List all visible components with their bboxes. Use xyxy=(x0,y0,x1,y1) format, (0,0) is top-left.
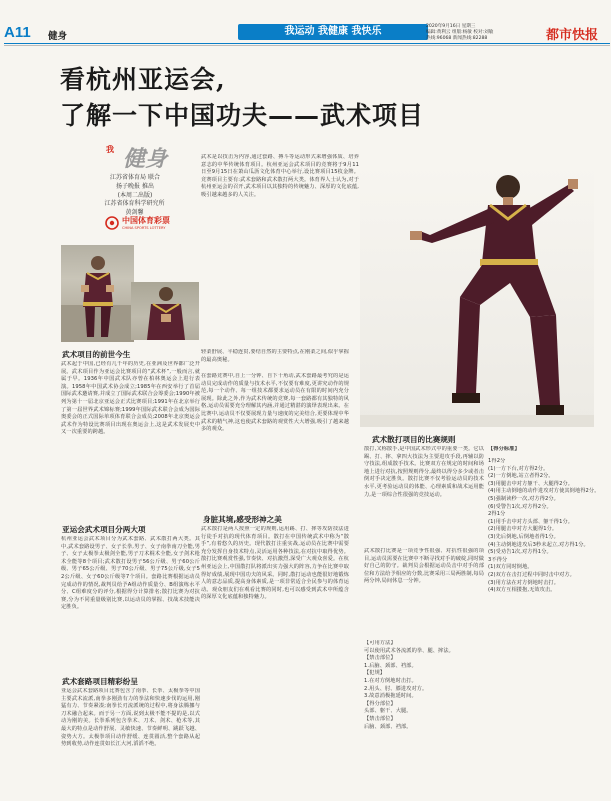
structure-body: 杭州亚运会武术项目分为武术套路、武术散打两大类。其中,武术套路设男子、女子长拳,男子、女子南拳南刀全能,男子、女子太极拳太极剑全能,男子刀术棍术全能,女子剑术枪术全能等8个项目;武术散打设男子56公斤级、男子60公斤级、男子65公斤级、男子70公斤级、男子75公斤级,女子52公斤级、女子60公斤级等7个项目。套路比赛根据运动员完成动作的情况,裁判员给予A组动作质量分、B组演练水平分、C组难度分的评分,根据得分计算排名;散打比赛为对抗赛,分为不同重量级别比赛,以运动员的掌握、技战术技能决定胜负。 xyxy=(61,536,200,611)
score-title: 【得分标准】 xyxy=(488,446,520,452)
origin-body: 武术起于中国,已经有几千年的历史,在亚洲及世界都广泛开展。武术项目作为亚运会比赛项目的“武术杯”,一般而言,就属于早。1936年中国武术队亦曾在柏林奥运会上进行表演。1958年中国武术协会成立;1985年在西安举行了首届国际武术邀请赛,并成立了国际武术联合会筹委会;1990年被列为第十一届北京亚运会正式比赛项目;1991年在北京举行了第一届世界武术锦标赛;1999年国际武术联合会成为国际奥委会的正式国际单项体育联合会成员;2008年北京奥运会武术作为特设比赛项目出现在奥运会上,这是武术发展史中又一次重要的跨越。 xyxy=(61,361,200,436)
page-number: A11 xyxy=(4,24,31,41)
slogan-banner: 我运动 我健康 我快乐 xyxy=(238,24,428,40)
section-label: 健身 xyxy=(48,31,68,42)
rules-list: 【可用方法】 可以使用武术各流派的拳、腿、摔法。 【禁击部位】 1.后脑、颈部、裆部。 【犯规】 1.在对方倒地时击打。 2.用头、肘、膝进攻对方。 3.故意消极拖延时间。 【得分部位】 头部、躯干、大腿。 【禁击部位】 后脑、颈部、裆部。 xyxy=(364,640,454,730)
origin-title: 武术项目的前世今生 xyxy=(62,350,131,359)
lottery-logo-icon xyxy=(105,216,119,230)
author-name: 黄剑馨 xyxy=(125,209,144,216)
sponsor-line2: 扬子晚报 推出 xyxy=(116,183,154,190)
athlete-photo-1 xyxy=(61,245,134,342)
paper-logo: 都市快报 xyxy=(546,28,599,43)
sanda-title: 身脏其境,感受形神之美 xyxy=(203,515,282,524)
intro-paragraph: 武术是以技击为内容,通过套路、搏斗等运动形式来增强体质、培养意志的中华传统体育项目。杭州亚运会武术项目的竞赛将于9月11日至9月15日在萧山瓜沥文化体育中心举行,设比赛项目15枚金牌。竞赛项目主要有:武术套路和武术散打两大类。体育界人士认为,对于杭州亚运会的召开,武术项目以其独特的传统魅力、深厚的文化底蕴,吸引越来越多的人关注。 xyxy=(201,154,359,198)
athlete-figure-2 xyxy=(131,282,199,340)
author-org: 江苏省体育科学研究所 xyxy=(104,200,165,207)
structure-title: 亚运会武术项目分两大项 xyxy=(62,525,146,534)
sponsor-line1: 江苏省体育局 联合 xyxy=(110,174,160,181)
editor-line: 编辑:黄利云 组版:杨敏 校对:刘敏 xyxy=(426,30,494,35)
martial-artist-photo xyxy=(360,165,594,427)
column-logo: 健身 xyxy=(123,146,168,172)
lottery-brand xyxy=(105,214,185,234)
header-divider xyxy=(4,43,610,44)
sponsor-block xyxy=(95,172,175,199)
sponsor-line3: (本周二出版) xyxy=(117,192,153,199)
col2-middle: 在套路竞赛中,自上一分钟、自下十角动,武术套路最考究的是运动员完成动作的质量与技术水平,不仅要有难度,更讲究动作的规范,每一个动作、每一组技术都要求运动员在有限的时间内充分展现。除此之外,作为武术传统的竞赛,每一套路都有其独特的风格,运动员需要充分理解其内涵,并通过精湛的演绎表现出来。在比赛中,运动员不仅要展现力量与速度的完美结合,更要体现中华武术的精气神,这也使武术套路的观赏性大大增强,吸引了越来越多的观众。 xyxy=(201,373,349,433)
headline-line1: 看杭州亚运会, xyxy=(60,65,226,94)
routine-title: 武术套路项目精彩纷呈 xyxy=(62,677,138,686)
header-divider-thin xyxy=(4,45,610,46)
page-header xyxy=(0,0,611,22)
sanda-body: 武术散打是两人按照一定的规则,运用踢、打、摔等攻防技法进行徒手对抗的现代体育项目。散打在中国传统武术中称为“散手”,有着悠久的历史。现代散打注重实战,运动员在比赛中需要充分发挥自身技术特点,灵活运用各种技法,在对抗中取得优势。散打比赛观赏性强,节奏快、对抗激烈,深受广大观众喜爱。在杭州亚运会上,中国散打队将派出实力强大的阵容,力争在比赛中取得好成绩,展现中国功夫的风采。同时,散打运动也能很好地锻炼人的意志品质,提高身体素质,是一项非常适合全民参与的体育运动。观众朋友们在观看比赛的同时,也可以感受到武术中所蕴含的深厚文化底蕴和独特魅力。 xyxy=(201,526,349,601)
headline-line2: 了解一下中国功夫——武术项目 xyxy=(60,101,425,130)
rules-title: 武术散打项目的比赛规则 xyxy=(372,435,456,444)
date-line: 2020年9月16日 星期三 xyxy=(426,24,476,29)
col2-top: 轻柔舒展、平稳连贯,要结自然的主要特点,在刚柔之间,似乎掌握的最高奥秘。 xyxy=(201,349,349,363)
martial-artist-figure xyxy=(360,165,594,427)
athlete-figure-1 xyxy=(61,245,134,342)
athlete-photo-2 xyxy=(131,282,199,340)
column-logo-prefix: 我 xyxy=(106,145,114,154)
rules-body-2: 武术散打比赛是一项竞争性很强、对抗性很强的项目,运动员需要在比赛中不断寻找对手的破绽,同时做好自己的防守。裁判员会根据运动员击中对手的部位和方法给予相应的分数,比赛采用三局两胜制,每局两分钟,局间休息一分钟。 xyxy=(364,548,484,585)
issue-info xyxy=(426,23,541,41)
score-body: 1得2分 (1)一方下台,对方得2分。 (2)一方倒地,站立者得2分。 (3)用腿击中对方躯干、大腿得2分。 (4)用主动倒地的动作进攻对方使其倒地得2分。 (5)强制读秒一次,对方得2分。 (6)受警告1次,对方得2分。 2得1分 (1)用手击中对方头部、躯干得1分。 (2)用腿击中对方大腿得1分。 (3)先后倒地,后倒地者得1分。 (4)主动倒地进攻后3秒未起立,对方得1分。 (5)受劝告1次,对方得1分。 3不得分 (1)双方同时倒地。 (2)双方在击打过程中同时击中对方。 (3)用方法在对方倒地时击打。 (4)双方互相搂抱,无效攻击。 xyxy=(488,458,600,594)
rules-body: 散打,又称散手,是中国武术形式中的重要一类。它以踢、打、摔、拿四大技法为主要进攻手段,再辅以防守技法,组成散手技术。比赛双方在规定的时间和场地上进行对抗,按照规则得分,最终以得分多少或者击倒对手决定胜负。散打比赛不仅考验运动员的技术水平,更考验运动员的体能、心理素质和战术运用能力,是一项综合性很强的竞技运动。 xyxy=(364,446,484,498)
routine-body: 亚运会武术套路项目比赛包含了南拳、长拳、太极拳等中国主要武术流派,南拳多刚劲有力的拳法和快速步伐的运用,刚猛有力、节奏紧凑;南拳长刃流派统的过程中,将身法腾挪与刀术融合起来。而于另一方面,说到太极不能不提的是,以式动为刚的美。长拳系列包含拳术、刀术、剑术、枪术等,其最大的特点是动作舒展、灵敏快速、节奏鲜明、跳跃飞越、姿势大方。太极拳项目动作舒缓、连贯圆活,整个套路从起势到收势,动作连贯如长江大河,滔滔不绝。 xyxy=(61,688,200,748)
contact-line: 热线:96068 新闻热线:82288 xyxy=(426,36,488,41)
lottery-brand-en: CHINA SPORTS LOTTERY xyxy=(122,226,166,230)
lottery-brand-name: 中国体育彩票 xyxy=(122,216,170,225)
